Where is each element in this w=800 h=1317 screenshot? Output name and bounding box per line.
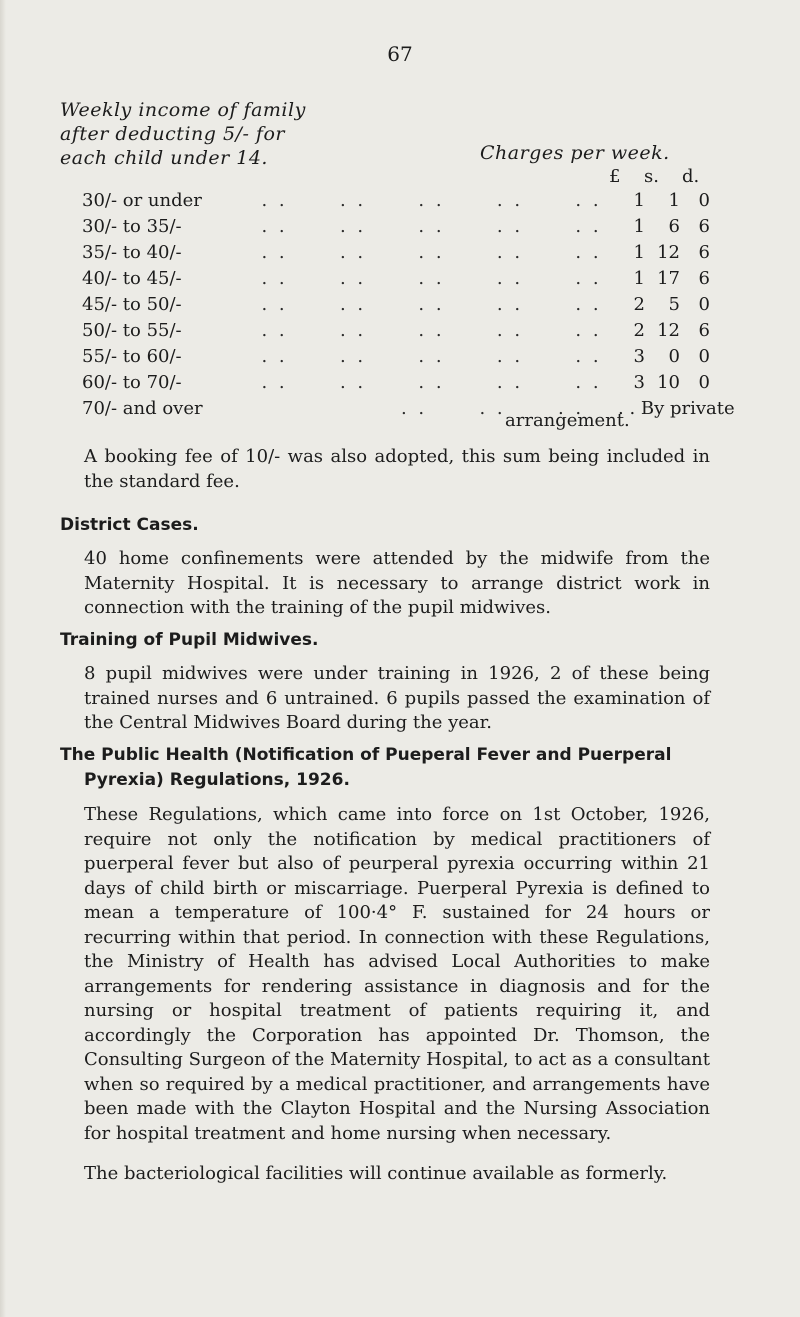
- shillings-unit: s.: [644, 166, 659, 187]
- income-header-line: after deducting 5/- for: [60, 123, 285, 145]
- shillings-value: 5: [668, 294, 680, 315]
- table-row: [82, 372, 722, 398]
- pence-value: 0: [698, 294, 710, 315]
- pounds-value: 3: [633, 372, 645, 393]
- shillings-value: 0: [668, 346, 680, 367]
- income-band: 50/- to 55/-: [82, 320, 182, 341]
- pence-unit: d.: [682, 166, 700, 187]
- income-column-header: [60, 98, 306, 170]
- income-header-line: Weekly income of family: [60, 99, 306, 121]
- leader-dots: . . . . . . . . . .: [244, 216, 602, 237]
- page-edge: [0, 0, 6, 1317]
- pounds-value: 1: [633, 268, 645, 289]
- regulations-heading-line2: Pyrexia) Regulations, 1926.: [84, 770, 350, 790]
- pence-value: 0: [698, 190, 710, 211]
- bacteriological-paragraph: The bacteriological facilities will continue available as formerly.: [84, 1163, 668, 1184]
- leader-dots: . . . . . . . . . .: [244, 268, 602, 289]
- charges-table: [82, 190, 735, 424]
- leader-dots: . . . . . . . . . .: [244, 242, 602, 263]
- leader-dots: . . . . . . . . . .: [244, 346, 602, 367]
- table-row: [82, 268, 722, 294]
- training-heading: Training of Pupil Midwives.: [60, 630, 319, 650]
- pounds-value: 1: [633, 216, 645, 237]
- pounds-value: 3: [633, 346, 645, 367]
- regulations-paragraph: These Regulations, which came into force on 1st October, 1926, require not only the notification by medical practitioners of puerperal fever but also of peurperal pyrexia occurring within 21 days of child birth or miscarriage. Puerperal Pyrexia is defined to mean a temperature of 100·4° F. sustained for 24 hours or recurring within that period. In connection with these Regulations, the Ministry of Health has advised Local Authorities to make arrangements for rendering assistance in diagnosis and for the nursing or hospital treatment of patients requiring it, and accordingly the Corporation has appointed Dr. Thomson, the Consulting Surgeon of the Maternity Hospital, to act as a consultant when so required by a medical practitioner, and arrangements have been made with the Clayton Hospital and the Nursing Association for hospital treatment and home nursing when necessary.: [84, 804, 710, 1144]
- shillings-value: 12: [657, 320, 680, 341]
- district-cases-heading: District Cases.: [60, 515, 199, 535]
- income-header-line: each child under 14.: [60, 147, 268, 169]
- charges-column-header: Charges per week.: [480, 142, 670, 164]
- shillings-value: 17: [657, 268, 680, 289]
- pence-value: 6: [698, 320, 710, 341]
- pounds-value: 2: [633, 320, 645, 341]
- leader-dots: . . . . . .: [244, 398, 585, 419]
- table-row: [82, 216, 722, 242]
- shillings-value: 12: [657, 242, 680, 263]
- income-band: 40/- to 45/-: [82, 268, 182, 289]
- income-band: 45/- to 50/-: [82, 294, 182, 315]
- pounds-value: 2: [633, 294, 645, 315]
- table-row: [82, 346, 722, 372]
- leader-dots: . . . . . . . . . .: [244, 320, 602, 341]
- income-band: 55/- to 60/-: [82, 346, 182, 367]
- pence-value: 6: [698, 216, 710, 237]
- income-band: 30/- or under: [82, 190, 202, 211]
- income-band: 30/- to 35/-: [82, 216, 182, 237]
- booking-fee-paragraph: A booking fee of 10/- was also adopted, this sum being included in the standard fee.: [84, 446, 710, 492]
- leader-dots: . . . . . . . . . .: [244, 294, 602, 315]
- income-band: 70/- and over: [82, 398, 203, 419]
- district-cases-paragraph: 40 home confinements were attended by the midwife from the Maternity Hospital. It is necessary to arrange district work in connection with the training of the pupil midwives.: [84, 548, 710, 618]
- table-row: [82, 294, 722, 320]
- income-band: 35/- to 40/-: [82, 242, 182, 263]
- leader-dots: . . . . . . . . . .: [244, 372, 602, 393]
- table-row: [82, 320, 722, 346]
- pence-value: 6: [698, 268, 710, 289]
- leader-dots: . . . . . . . . . .: [244, 190, 602, 211]
- regulations-heading: [60, 743, 720, 793]
- shillings-value: 6: [668, 216, 680, 237]
- shillings-value: 10: [657, 372, 680, 393]
- income-band: 60/- to 70/-: [82, 372, 182, 393]
- table-row: [82, 190, 722, 216]
- pounds-value: 1: [633, 190, 645, 211]
- private-arrangement: . . By private: [618, 398, 735, 419]
- pence-value: 0: [698, 372, 710, 393]
- page-number: 67: [387, 42, 413, 66]
- pounds-unit: £: [609, 166, 621, 187]
- pence-value: 0: [698, 346, 710, 367]
- table-row: [82, 242, 722, 268]
- pence-value: 6: [698, 242, 710, 263]
- regulations-heading-line1: The Public Health (Notification of Pueperal Fever and Puerperal: [60, 745, 672, 765]
- pounds-value: 1: [633, 242, 645, 263]
- shillings-value: 1: [668, 190, 680, 211]
- private-arrangement-cont: arrangement.: [505, 410, 630, 431]
- training-paragraph: 8 pupil midwives were under training in 1926, 2 of these being trained nurses and 6 untrained. 6 pupils passed the examination of the Central Midwives Board during the year.: [84, 663, 710, 733]
